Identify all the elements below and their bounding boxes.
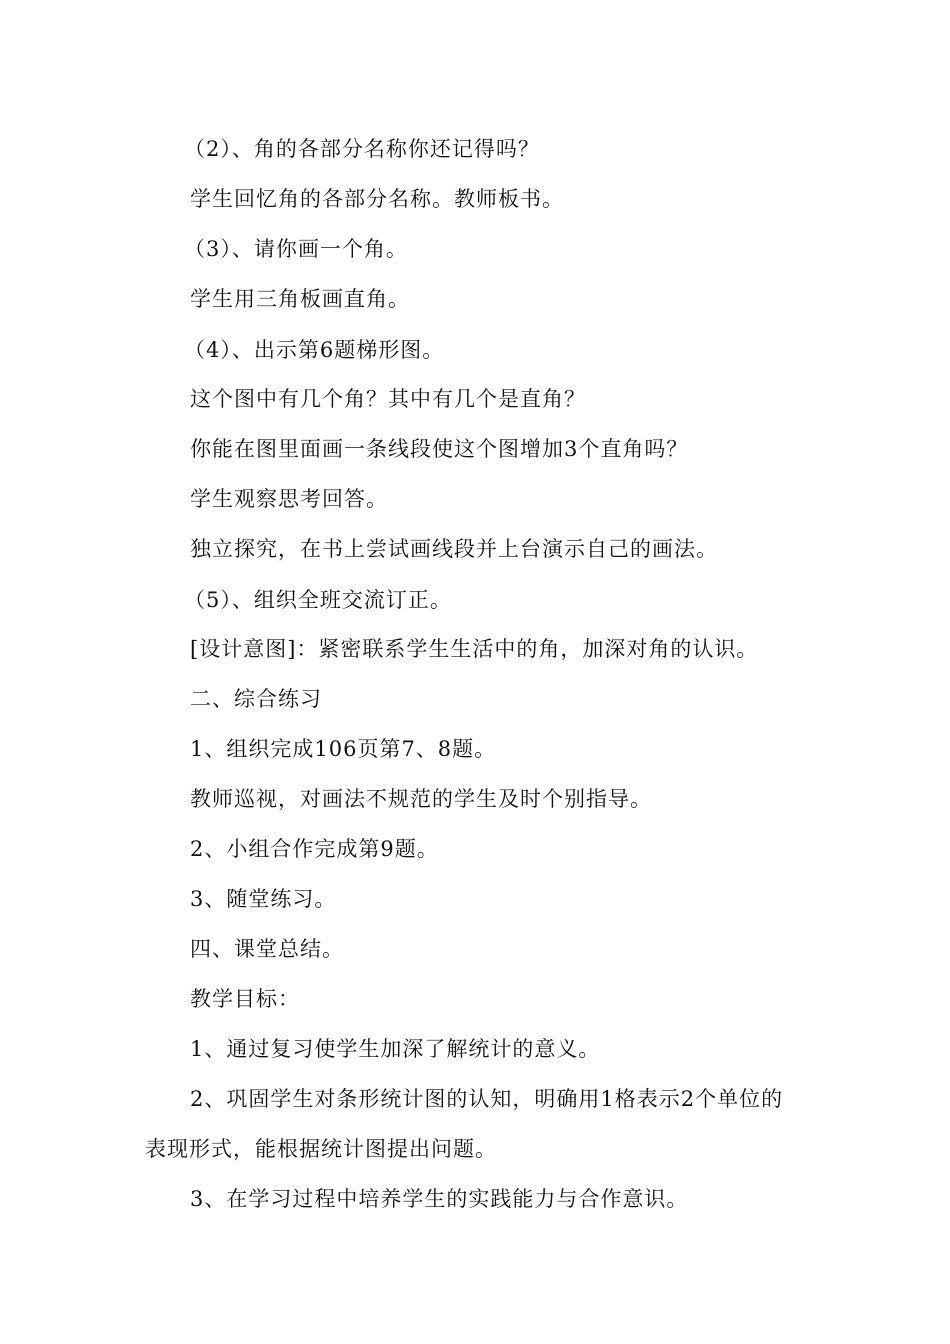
paragraph-line: 学生观察思考回答。 (190, 487, 388, 511)
paragraph-line: 这个图中有几个角？其中有几个是直角？ (190, 387, 586, 411)
paragraph-line: （4）、出示第6题梯形图。 (184, 338, 445, 362)
paragraph-line: 2、小组合作完成第9题。 (190, 837, 439, 861)
paragraph-line: 学生用三角板画直角。 (190, 287, 410, 311)
section-heading: 四、课堂总结。 (190, 937, 344, 961)
paragraph-line: 3、在学习过程中培养学生的实践能力与合作意识。 (190, 1187, 689, 1211)
paragraph-line: 表现形式，能根据统计图提出问题。 (145, 1137, 497, 1161)
paragraph-line: 1、通过复习使学生加深了解统计的意义。 (190, 1037, 601, 1061)
paragraph-line: 教师巡视，对画法不规范的学生及时个别指导。 (190, 787, 652, 811)
paragraph-line: 你能在图里面画一条线段使这个图增加3个直角吗？ (190, 437, 689, 461)
paragraph-line: 学生回忆角的各部分名称。教师板书。 (190, 187, 564, 211)
section-heading: 教学目标： (190, 987, 300, 1011)
paragraph-line: [设计意图]：紧密联系学生生活中的角，加深对角的认识。 (190, 637, 759, 661)
paragraph-line: （3）、请你画一个角。 (184, 237, 408, 261)
paragraph-line: 2、巩固学生对条形统计图的认知，明确用1格表示2个单位的 (190, 1087, 784, 1111)
section-heading: 二、综合练习 (190, 687, 322, 711)
paragraph-line: 3、随堂练习。 (190, 887, 337, 911)
paragraph-line: 1、组织完成106页第7、8题。 (190, 737, 497, 761)
paragraph-line: （2）、角的各部分名称你还记得吗？ (184, 137, 540, 161)
paragraph-line: 独立探究，在书上尝试画线段并上台演示自己的画法。 (190, 537, 718, 561)
paragraph-line: （5）、组织全班交流订正。 (184, 588, 452, 612)
